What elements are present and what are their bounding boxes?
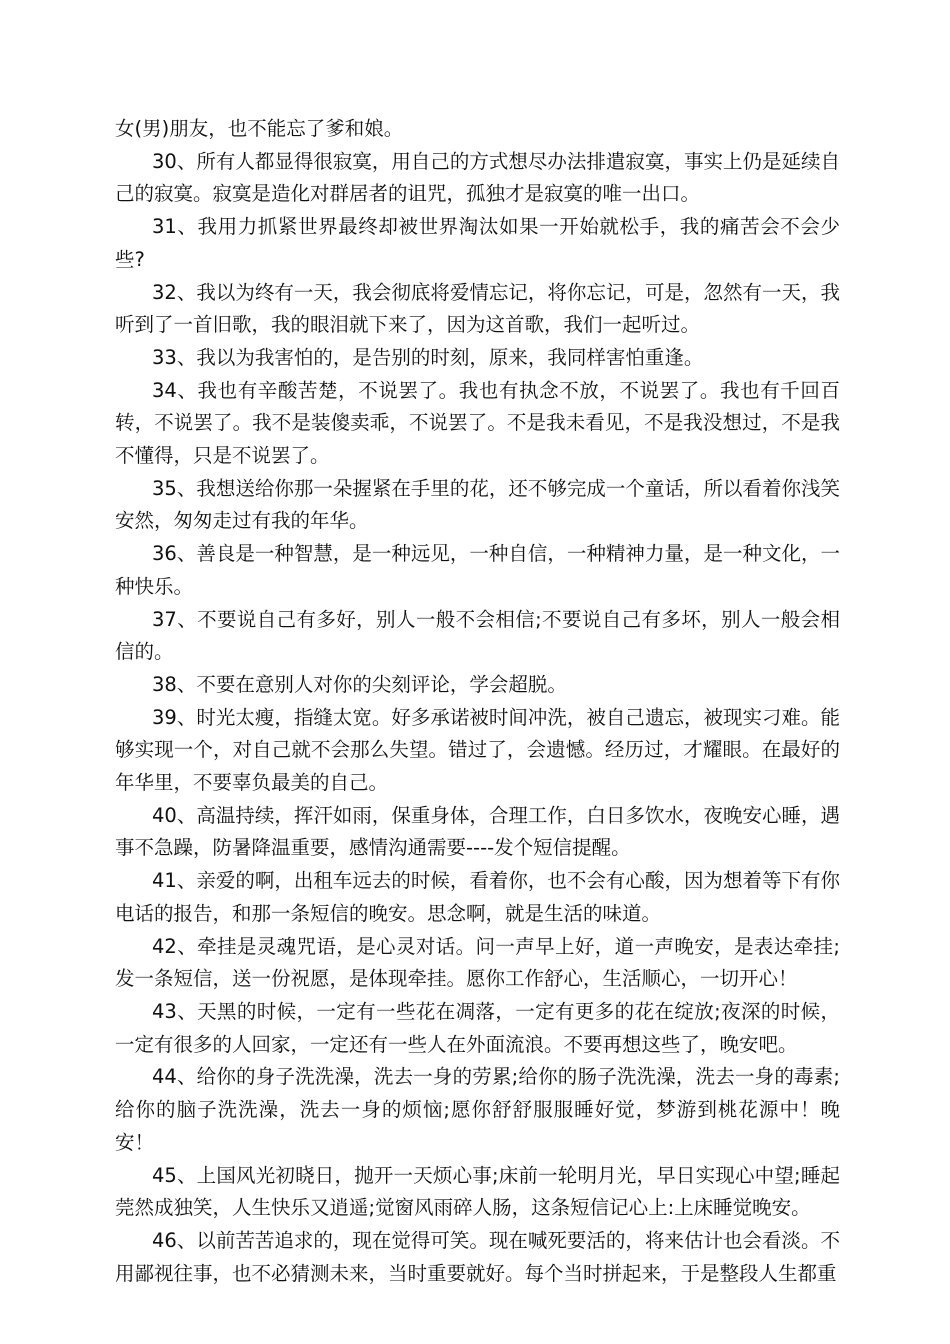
- paragraph-40: 40、高温持续，挥汗如雨，保重身体，合理工作，白日多饮水，夜晚安心睡，遇事不急躁，防暑降温重要，感情沟通需要----发个短信提醒。: [115, 803, 840, 860]
- paragraph-39: 39、时光太瘦，指缝太宽。好多承诺被时间冲洗，被自己遗忘，被现实刁难。能够实现一个，对自己就不会那么失望。错过了，会遗憾。经历过，才耀眼。在最好的年华里，不要辜负最美的自己。: [115, 705, 840, 795]
- paragraph-34: 34、我也有辛酸苦楚，不说罢了。我也有执念不放，不说罢了。我也有千回百转，不说罢了。我不是装傻卖乖，不说罢了。不是我未看见，不是我没想过，不是我不懂得，只是不说罢了。: [115, 378, 840, 468]
- paragraph-33: 33、我以为我害怕的，是告别的时刻，原来，我同样害怕重逢。: [152, 345, 704, 369]
- paragraph-42: 42、牵挂是灵魂咒语，是心灵对话。问一声早上好，道一声晚安，是表达牵挂;发一条短信，送一份祝愿，是体现牵挂。愿你工作舒心，生活顺心，一切开心！: [115, 934, 840, 991]
- paragraph-36: 36、善良是一种智慧，是一种远见，一种自信，一种精神力量，是一种文化，一种快乐。: [115, 542, 840, 598]
- paragraph-37: 37、不要说自己有多好，别人一般不会相信;不要说自己有多坏，别人一般会相信的。: [115, 607, 840, 664]
- document-page: [115, 113, 840, 1290]
- paragraph-45: 45、上国风光初晓日，抛开一天烦心事;床前一轮明月光，早日实现心中望;睡起莞然成独笑，人生快乐又逍遥;觉窗风雨碎人肠，这条短信记心上:上床睡觉晚安。: [115, 1163, 840, 1220]
- paragraph-38: 38、不要在意别人对你的尖刻评论，学会超脱。: [152, 672, 567, 696]
- paragraph-30: 30、所有人都显得很寂寞，用自己的方式想尽办法排遣寂寞，事实上仍是延续自己的寂寞。寂寞是造化对群居者的诅咒，孤独才是寂寞的唯一出口。: [115, 149, 840, 206]
- paragraph-continuation: 女(男)朋友，也不能忘了爹和娘。: [115, 117, 404, 140]
- paragraph-31: 31、我用力抓紧世界最终却被世界淘汰如果一开始就松手，我的痛苦会不会少些?: [115, 215, 840, 271]
- paragraph-35: 35、我想送给你那一朵握紧在手里的花，还不够完成一个童话，所以看着你浅笑安然，匆匆走过有我的年华。: [115, 476, 840, 533]
- paragraph-46: 46、以前苦苦追求的，现在觉得可笑。现在喊死要活的，将来估计也会看淡。不用鄙视往事，也不必猜测未来，当时重要就好。每个当时拼起来，于是整段人生都重: [115, 1228, 840, 1285]
- paragraph-41: 41、亲爱的啊，出租车远去的时候，看着你，也不会有心酸，因为想着等下有你电话的报告，和那一条短信的晚安。思念啊，就是生活的味道。: [115, 869, 840, 925]
- paragraph-32: 32、我以为终有一天，我会彻底将爱情忘记，将你忘记，可是，忽然有一天，我听到了一首旧歌，我的眼泪就下来了，因为这首歌，我们一起听过。: [115, 280, 840, 337]
- paragraph-43: 43、天黑的时候，一定有一些花在凋落，一定有更多的花在绽放;夜深的时候，一定有很多的人回家，一定还有一些人在外面流浪。不要再想这些了，晚安吧。: [115, 999, 840, 1056]
- paragraph-44: 44、给你的身子洗洗澡，洗去一身的劳累;给你的肠子洗洗澡，洗去一身的毒素;给你的脑子洗洗澡，洗去一身的烦恼;愿你舒舒服服睡好觉，梦游到桃花源中！晚安！: [115, 1065, 840, 1154]
